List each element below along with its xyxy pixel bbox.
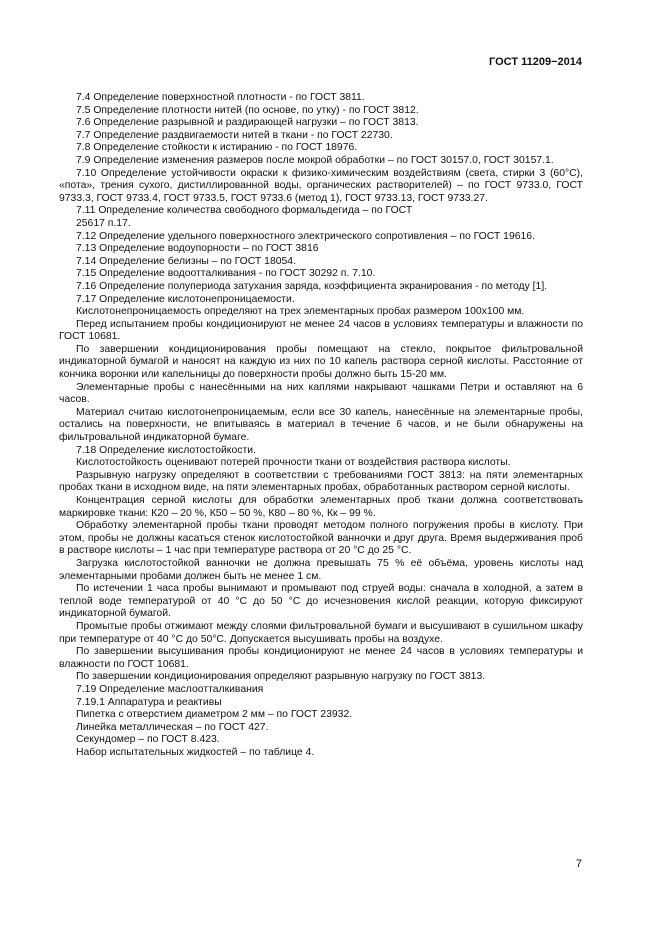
paragraph: 7.6 Определение разрывной и раздирающей нагрузки – по ГОСТ 3813. (76, 117, 419, 129)
paragraph: Набор испытательных жидкостей – по таблице 4. (76, 746, 315, 758)
paragraph: По завершении высушивания пробы кондиционируют не менее 24 часов в условиях температуры и влажности по ГОСТ 10681. (59, 646, 583, 670)
paragraph: 7.8 Определение стойкости к истиранию - по ГОСТ 18976. (76, 142, 358, 154)
page-number: 7 (575, 858, 582, 870)
paragraph: Обработку элементарной пробы ткани проводят методом полного погружения пробы в кислоту. При этом, пробы не должны касаться стенок кислотостойкой ванночки и друг друга. Время выдерживания проб в растворе кислоты – 1 час при температуре раствора от 20 °С до 25 °С. (59, 520, 583, 557)
paragraph: Загрузка кислотостойкой ванночки не должна превышать 75 % её объёма, уровень кислоты над элементарными пробами должен быть не менее 1 см. (59, 557, 583, 582)
paragraph: 7.10 Определение устойчивости окраски к физико-химическим воздействиям (света, стирки 3 (60°С), «пота», трения сухого, дистиллированной воды, органических растворителей) – по ГОСТ 9733.0, ГОСТ 9733.3, ГОСТ 9733.4, ГОСТ 9733.5, ГОСТ 9733.6 (метод 1), ГОСТ 9733.13, ГОСТ 9733.27. (59, 167, 583, 204)
paragraph: Элементарные пробы с нанесёнными на них каплями накрывают чашками Петри и оставляют на 6 часов. (59, 381, 583, 406)
paragraph: 7.4 Определение поверхностной плотности - по ГОСТ 3811. (76, 92, 365, 103)
paragraph: Концентрация серной кислоты для обработки элементарных проб ткани должна соответствовать маркировке ткани: К20 – 20 %, К50 – 50 %, К80 – 80 %, Кк – 99 %. (59, 495, 583, 519)
paragraph: Кислотонепроницаемость определяют на трех элементарных пробах размером 100х100 мм. (76, 306, 525, 318)
document-body (59, 92, 583, 759)
paragraph: Кислотостойкость оценивают потерей прочности ткани от воздействия раствора кислоты. (76, 457, 511, 469)
paragraph: По истечении 1 часа пробы вынимают и промывают под струей воды: сначала в холодной, а затем в теплой воде температурой от 40 °С до 50 °С до исчезновения кислой реакции, которую фиксируют индикаторной бумагой. (59, 583, 583, 620)
paragraph: 7.18 Определение кислотостойкости. (76, 444, 256, 456)
paragraph: 7.11 Определение количества свободного формальдегида – по ГОСТ (76, 205, 413, 217)
paragraph: 7.5 Определение плотности нитей (по основе, по утку) - по ГОСТ 3812. (76, 104, 419, 116)
paragraph: По завершении кондиционирования пробы помещают на стекло, покрытое фильтровальной индикаторной бумагой и наносят на каждую из них по 10 капель раствора серной кислоты. Расстояние от кончика воронки или капельницы до поверхности пробы должно быть 15-20 мм. (59, 343, 583, 381)
paragraph: 25617 п.17. (76, 217, 131, 229)
paragraph: 7.13 Определение водоупорности – по ГОСТ 3816 (76, 243, 319, 255)
paragraph: 7.17 Определение кислотонепроницаемости. (76, 293, 295, 305)
paragraph: По завершении кондиционирования определяют разрывную нагрузку по ГОСТ 3813. (76, 671, 486, 683)
paragraph: Пипетка с отверстием диаметром 2 мм – по ГОСТ 23932. (76, 709, 353, 721)
paragraph: 7.9 Определение изменения размеров после мокрой обработки – по ГОСТ 30157.0, ГОСТ 30157.1. (76, 154, 554, 166)
paragraph: 7.7 Определение раздвигаемости нитей в ткани - по ГОСТ 22730. (76, 129, 393, 141)
paragraph: 7.16 Определение полупериода затухания заряда, коэффициента экранирования - по методу [1]. (76, 280, 548, 292)
paragraph: Секундомер – по ГОСТ 8.423. (76, 734, 220, 746)
paragraph: Перед испытанием пробы кондиционируют не менее 24 часов в условиях температуры и влажности по ГОСТ 10681. (59, 318, 583, 343)
paragraph: 7.15 Определение водоотталкивания - по ГОСТ 30292 п. 7.10. (76, 268, 376, 280)
document-id: ГОСТ 11209−2014 (489, 56, 582, 68)
paragraph: Линейка металлическая – по ГОСТ 427. (76, 721, 269, 733)
paragraph: 7.12 Определение удельного поверхностного электрического сопротивления – по ГОСТ 19616. (76, 230, 535, 242)
paragraph: 7.14 Определение белизны – по ГОСТ 18054. (76, 255, 296, 267)
paragraph: 7.19.1 Аппаратура и реактивы (76, 696, 222, 708)
paragraph: 7.19 Определение маслоотталкивания (76, 683, 264, 695)
paragraph: Промытые пробы отжимают между слоями фильтровальной бумаги и высушивают в сушильном шкафу при температуре от 40 °С до 50°С. Допускается высушивать пробы на воздухе. (59, 620, 583, 645)
paragraph: Материал считаю кислотонепроницаемым, если все 30 капель, нанесённые на элементарные пробы, остались на поверхности, не впитываясь в материал в течение 6 часов, и не были обнаружены на фильтровальной индикаторной бумаге. (59, 406, 583, 444)
paragraph: Разрывную нагрузку определяют в соответствии с требованиями ГОСТ 3813: на пяти элементарных пробах ткани в исходном виде, на пяти элементарных пробах, обработанных раствором серной кислоты. (59, 469, 583, 494)
